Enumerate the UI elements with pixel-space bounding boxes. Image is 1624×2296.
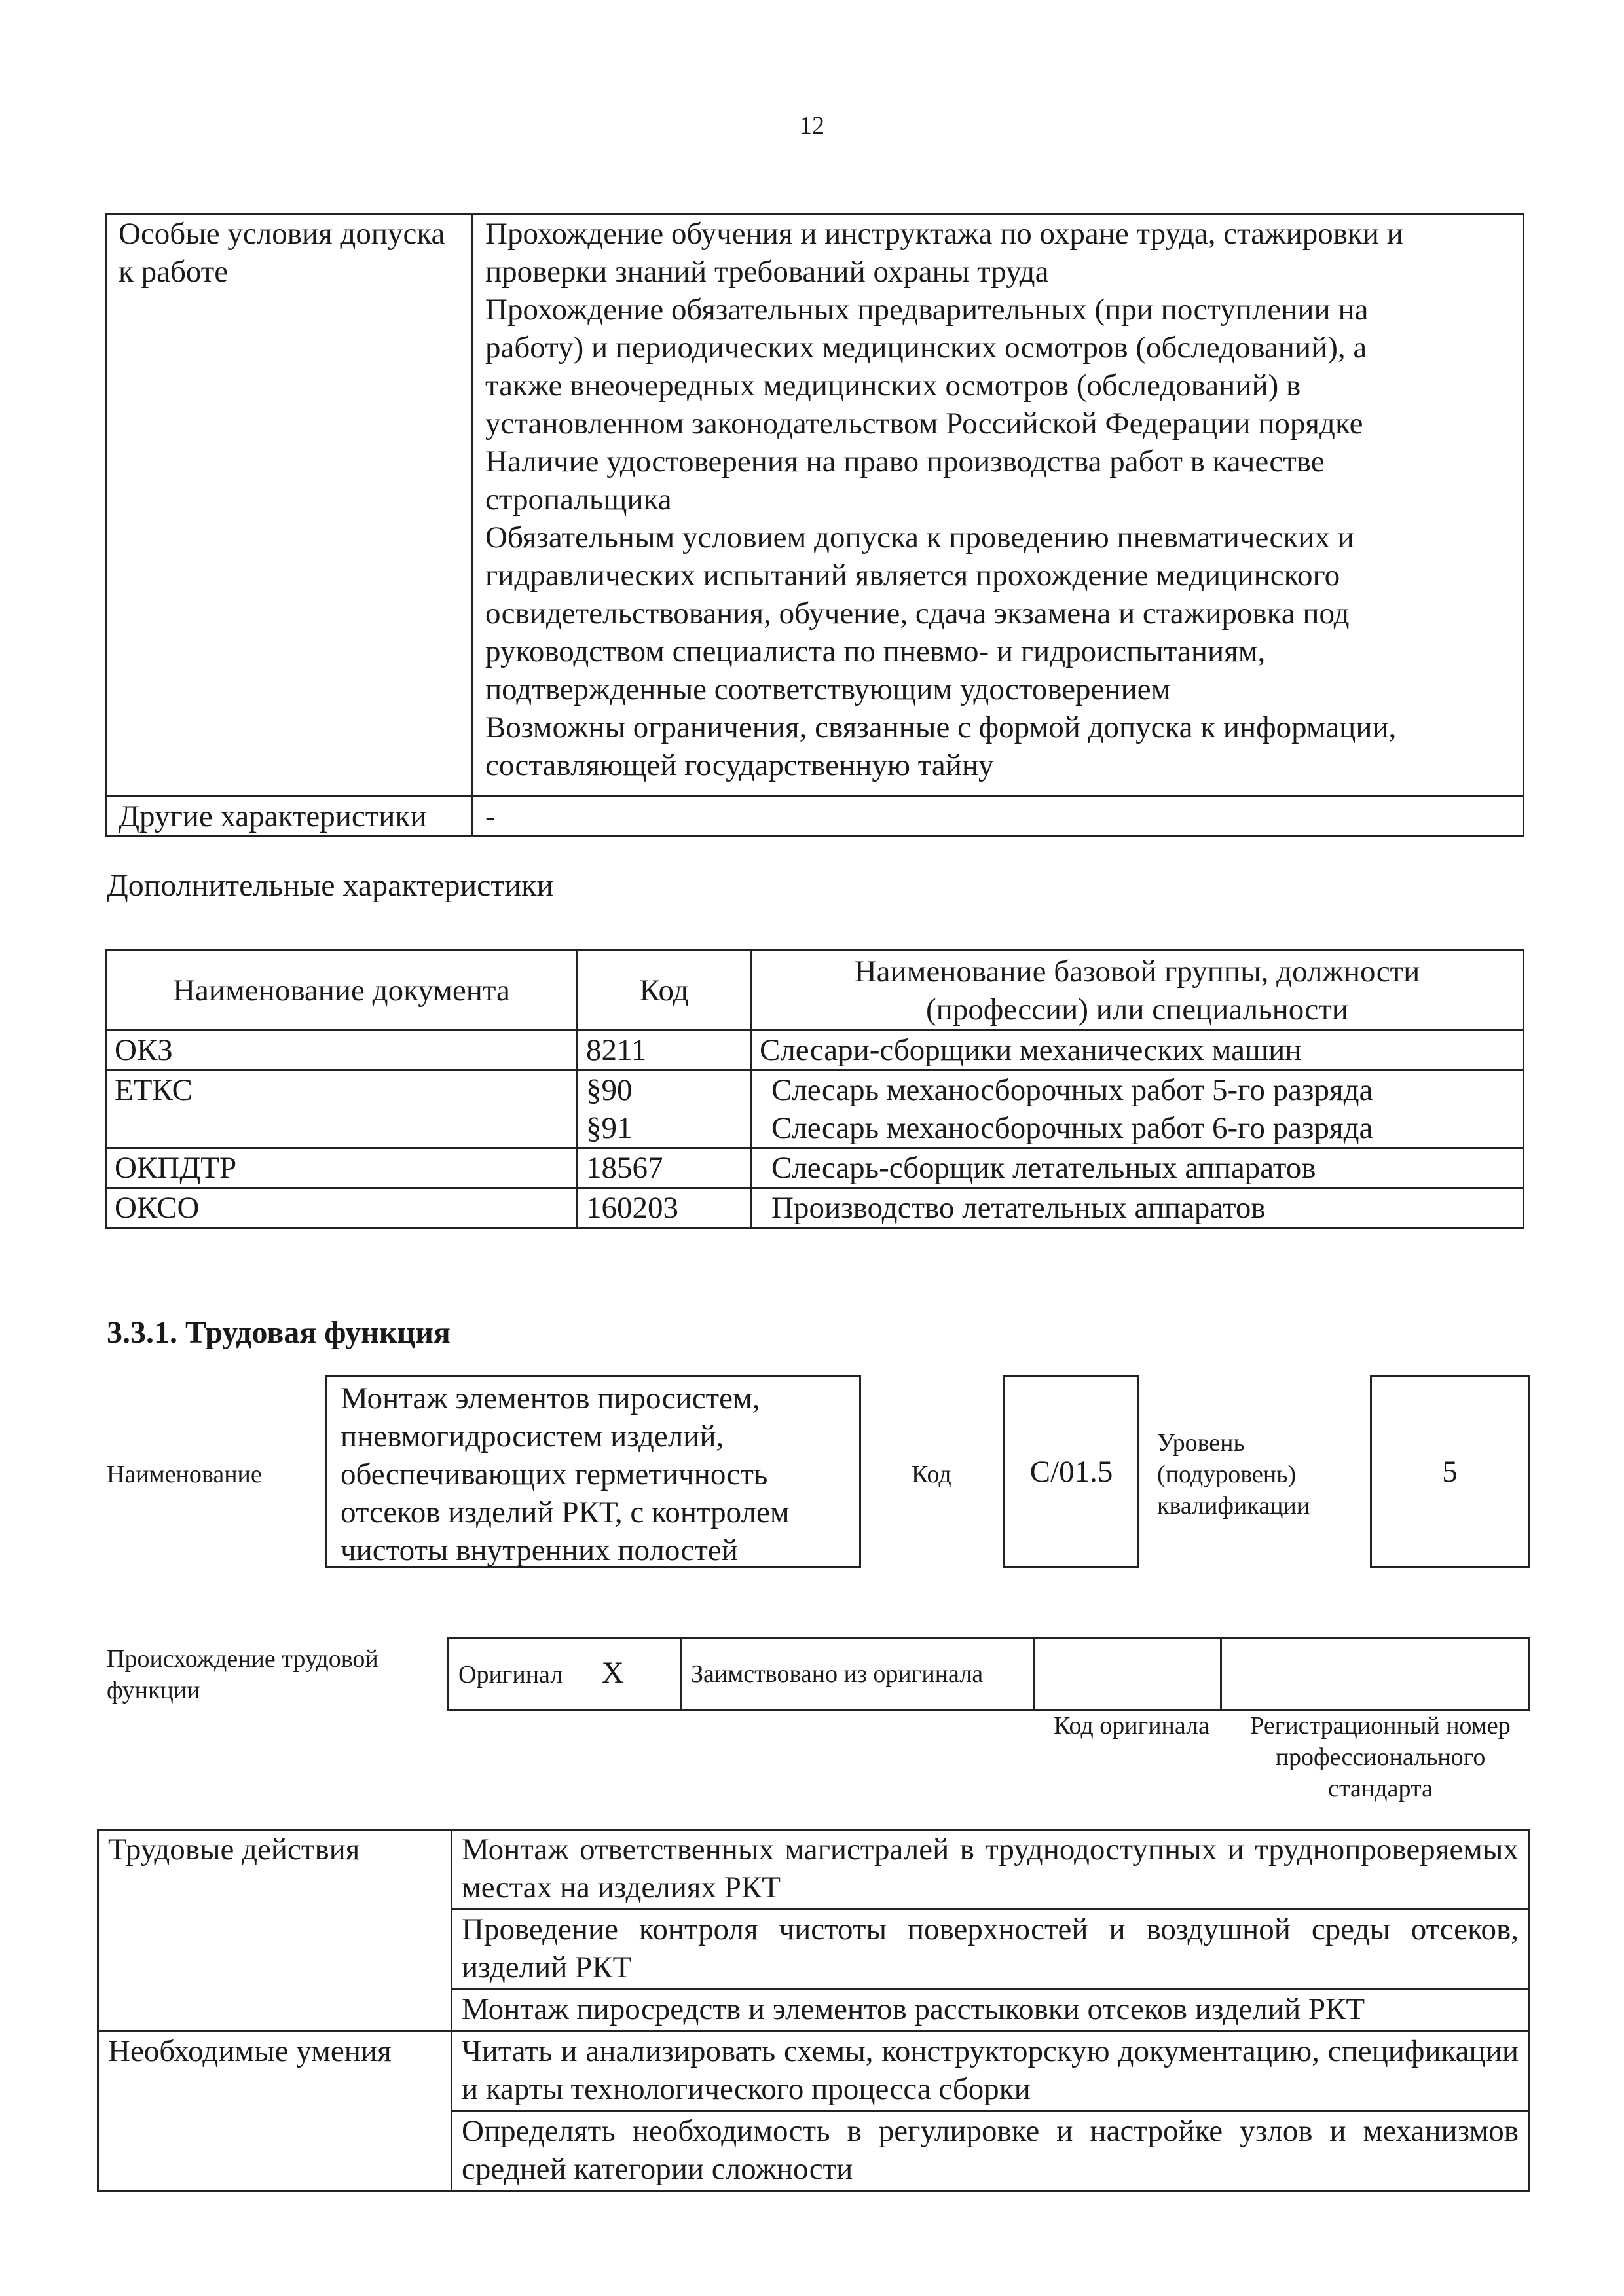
text-line: подтвержденные соответствующим удостоверением: [485, 672, 1171, 706]
table-row: [98, 1830, 1529, 1910]
text-line: Прохождение обучения и инструктажа по охране труда, стажировки и: [485, 217, 1403, 251]
actions-table: [97, 1829, 1530, 2192]
table-row: [106, 214, 1524, 797]
function-heading: 3.3.1. Трудовая функция: [107, 1315, 451, 1350]
original-mark: X: [601, 1656, 624, 1690]
additional-table: [105, 949, 1524, 1229]
text-line: Наличие удостоверения на право производства работ в качестве: [485, 445, 1325, 479]
text-line: Возможны ограничения, связанные с формой допуска к информации,: [485, 710, 1397, 744]
item-cell: Монтаж ответственных магистралей в труднодоступных и труднопроверяемых местах на изделиях РКТ: [452, 1830, 1529, 1910]
row-value: -: [473, 797, 1524, 837]
text-line: освидетельствования, обучение, сдача экзамена и стажировка под: [485, 596, 1350, 630]
doc-cell: ОКПДТР: [106, 1148, 578, 1188]
name-line: Слесарь механосборочных работ 5-го разряда: [771, 1073, 1373, 1107]
table-row: [106, 1148, 1524, 1188]
code-cell: 18567: [578, 1148, 751, 1188]
name-cell: [751, 1070, 1524, 1148]
doc-cell: ЕТКС: [106, 1070, 578, 1148]
reg-number-cell: [1221, 1638, 1529, 1710]
text-line: составляющей государственную тайну: [485, 748, 994, 782]
code-cell: 8211: [578, 1030, 751, 1070]
name-line: Слесарь механосборочных работ 6-го разряда: [771, 1111, 1373, 1145]
row-value: [473, 214, 1524, 797]
header-row: [106, 951, 1524, 1030]
item-cell: Читать и анализировать схемы, конструкторскую документацию, спецификации и карты технологического процесса сборки: [452, 2032, 1529, 2111]
code-line: §90: [586, 1073, 633, 1107]
name-cell: Слесарь-сборщик летательных аппаратов: [751, 1148, 1524, 1188]
doc-cell: ОКЗ: [106, 1030, 578, 1070]
text-line: работу) и периодических медицинских осмотров (обследований), а: [485, 331, 1367, 365]
origin-table: [447, 1637, 1530, 1711]
item-cell: Проведение контроля чистоты поверхностей и воздушной среды отсеков, изделий РКТ: [452, 1910, 1529, 1990]
original-label: Оригинал: [458, 1661, 563, 1688]
header-cell: Код: [578, 951, 751, 1030]
text-line: стропальщика: [485, 483, 672, 517]
name-label: Наименование: [107, 1461, 262, 1488]
row-label: Особые условия допуска к работе: [106, 214, 473, 797]
text-line: гидравлических испытаний является прохождение медицинского: [485, 558, 1340, 592]
name-cell: Слесари-сборщики механических машин: [751, 1030, 1524, 1070]
text-line: проверки знаний требований охраны труда: [485, 255, 1049, 289]
page-number: 12: [800, 112, 824, 139]
code-original-caption: Код оригинала: [1054, 1712, 1209, 1740]
level-value-box: 5: [1370, 1375, 1530, 1568]
table-row: [106, 1188, 1524, 1228]
section-title: Дополнительные характеристики: [107, 868, 554, 903]
item-cell: Монтаж пиросредств и элементов расстыковки отсеков изделий РКТ: [452, 1990, 1529, 2032]
text-line: Прохождение обязательных предварительных (при поступлении на: [485, 293, 1369, 327]
code-value-box: C/01.5: [1003, 1375, 1139, 1568]
function-name-box: Монтаж элементов пиросистем, пневмогидросистем изделий, обеспечивающих герметичность отсеков изделий РКТ, с контролем чистоты внутренних полостей: [325, 1375, 861, 1568]
text-line: установленном законодательством Российской Федерации порядке: [485, 407, 1363, 441]
reg-number-caption: Регистрационный номер профессионального стандарта: [1250, 1712, 1511, 1802]
name-cell: Производство летательных аппаратов: [751, 1188, 1524, 1228]
item-cell: Определять необходимость в регулировке и настройке узлов и механизмов средней категории сложности: [452, 2111, 1529, 2191]
level-label: Уровень (подуровень) квалификации: [1157, 1429, 1310, 1520]
row-label: Трудовые действия: [98, 1830, 452, 2032]
row-label: Другие характеристики: [106, 797, 473, 837]
code-cell: 160203: [578, 1188, 751, 1228]
header-cell: Наименование документа: [106, 951, 578, 1030]
code-line: §91: [586, 1111, 633, 1145]
text-line: Обязательным условием допуска к проведению пневматических и: [485, 520, 1354, 555]
table-row: [98, 2032, 1529, 2111]
code-label: Код: [912, 1461, 951, 1488]
table-row: [106, 1030, 1524, 1070]
table-row: [106, 797, 1524, 837]
borrowed-cell: Заимствовано из оригинала: [681, 1638, 1035, 1710]
doc-cell: ОКСО: [106, 1188, 578, 1228]
origin-label: Происхождение трудовой функции: [107, 1645, 378, 1704]
table-row: [449, 1638, 1529, 1710]
row-label: Необходимые умения: [98, 2032, 452, 2191]
table-row: [106, 1070, 1524, 1148]
code-cell: [578, 1070, 751, 1148]
original-cell: [449, 1638, 681, 1710]
conditions-table: [105, 213, 1524, 837]
text-line: руководством специалиста по пневмо- и гидроиспытаниям,: [485, 634, 1266, 668]
text-line: также внеочередных медицинских осмотров (обследований) в: [485, 369, 1301, 403]
header-cell: Наименование базовой группы, должности (профессии) или специальности: [751, 951, 1524, 1030]
code-original-cell: [1035, 1638, 1221, 1710]
